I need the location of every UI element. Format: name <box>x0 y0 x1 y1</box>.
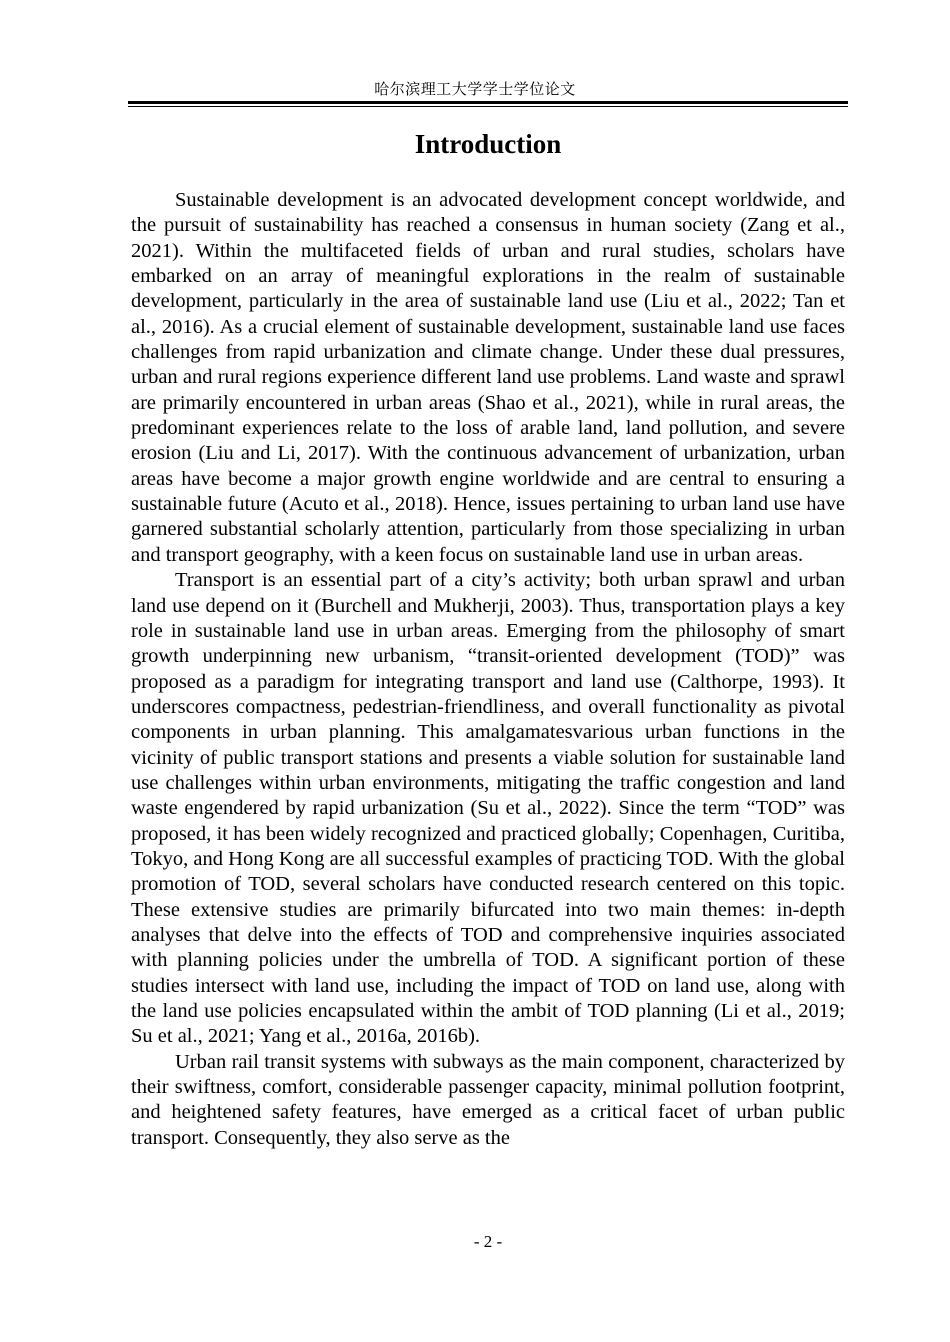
header-rule-thick <box>128 101 848 104</box>
page-number: - 2 - <box>473 1232 503 1251</box>
header-rule-thin <box>128 106 848 107</box>
paragraph: Urban rail transit systems with subways as the main component, characterized by their swiftness, comfort, considerable passenger capacity, minimal pollution footprint, and heightened safety features, have emerged as a critical facet of urban public transport. Consequently, they also serve as the <box>131 1050 845 1149</box>
running-header: 哈尔滨理工大学学士学位论文 <box>374 80 576 98</box>
paragraph: Transport is an essential part of a city’s activity; both urban sprawl and urban land use depend on it (Burchell and Mukherji, 2003). Thus, transportation plays a key role in sustainable land use in urban areas. Emerging from the philosophy of smart growth underpinning new urbanism, “transit-oriented development (TOD)” was proposed as a paradigm for integrating transport and land use (Calthorpe, 1993). It underscores compactness, pedestrian-friendliness, and overall functionality as pivotal components in urban planning. This amalgamatesvarious urban functions in the vicinity of public transport stations and presents a viable solution for sustainable land use challenges within urban environments, mitigating the traffic congestion and land waste engendered by rapid urbanization (Su et al., 2022). Since the term “TOD” was proposed, it has been widely recognized and practiced globally; Copenhagen, Curitiba, Tokyo, and Hong Kong are all successful examples of practicing TOD. With the global promotion of TOD, several scholars have conducted research centered on this topic. These extensive studies are primarily bifurcated into two main themes: in-depth analyses that delve into the effects of TOD and comprehensive inquiries associated with planning policies under the umbrella of TOD. A significant portion of these studies intersect with land use, including the impact of TOD on land use, along with the land use policies encapsulated within the ambit of TOD planning (Li et al., 2019; Su et al., 2021; Yang et al., 2016a, 2016b). <box>131 569 845 1048</box>
section-title: Introduction <box>414 129 562 159</box>
paragraph: Sustainable development is an advocated development concept worldwide, and the pursuit of sustainability has reached a consensus in human society (Zang et al., 2021). Within the multifaceted fields of urban and rural studies, scholars have embarked on an array of meaningful explorations in the realm of sustainable development, particularly in the area of sustainable land use (Liu et al., 2022; Tan et al., 2016). As a crucial element of sustainable development, sustainable land use faces challenges from rapid urbanization and climate change. Under these dual pressures, urban and rural regions experience different land use problems. Land waste and sprawl are primarily encountered in urban areas (Shao et al., 2021), while in rural areas, the predominant experiences relate to the loss of arable land, land pollution, and severe erosion (Liu and Li, 2017). With the continuous advancement of urbanization, urban areas have become a major growth engine worldwide and are central to ensuring a sustainable future (Acuto et al., 2018). Hence, issues pertaining to urban land use have garnered substantial scholarly attention, particularly from those specializing in urban and transport geography, with a keen focus on sustainable land use in urban areas. <box>131 189 845 566</box>
body-text <box>131 188 845 1151</box>
